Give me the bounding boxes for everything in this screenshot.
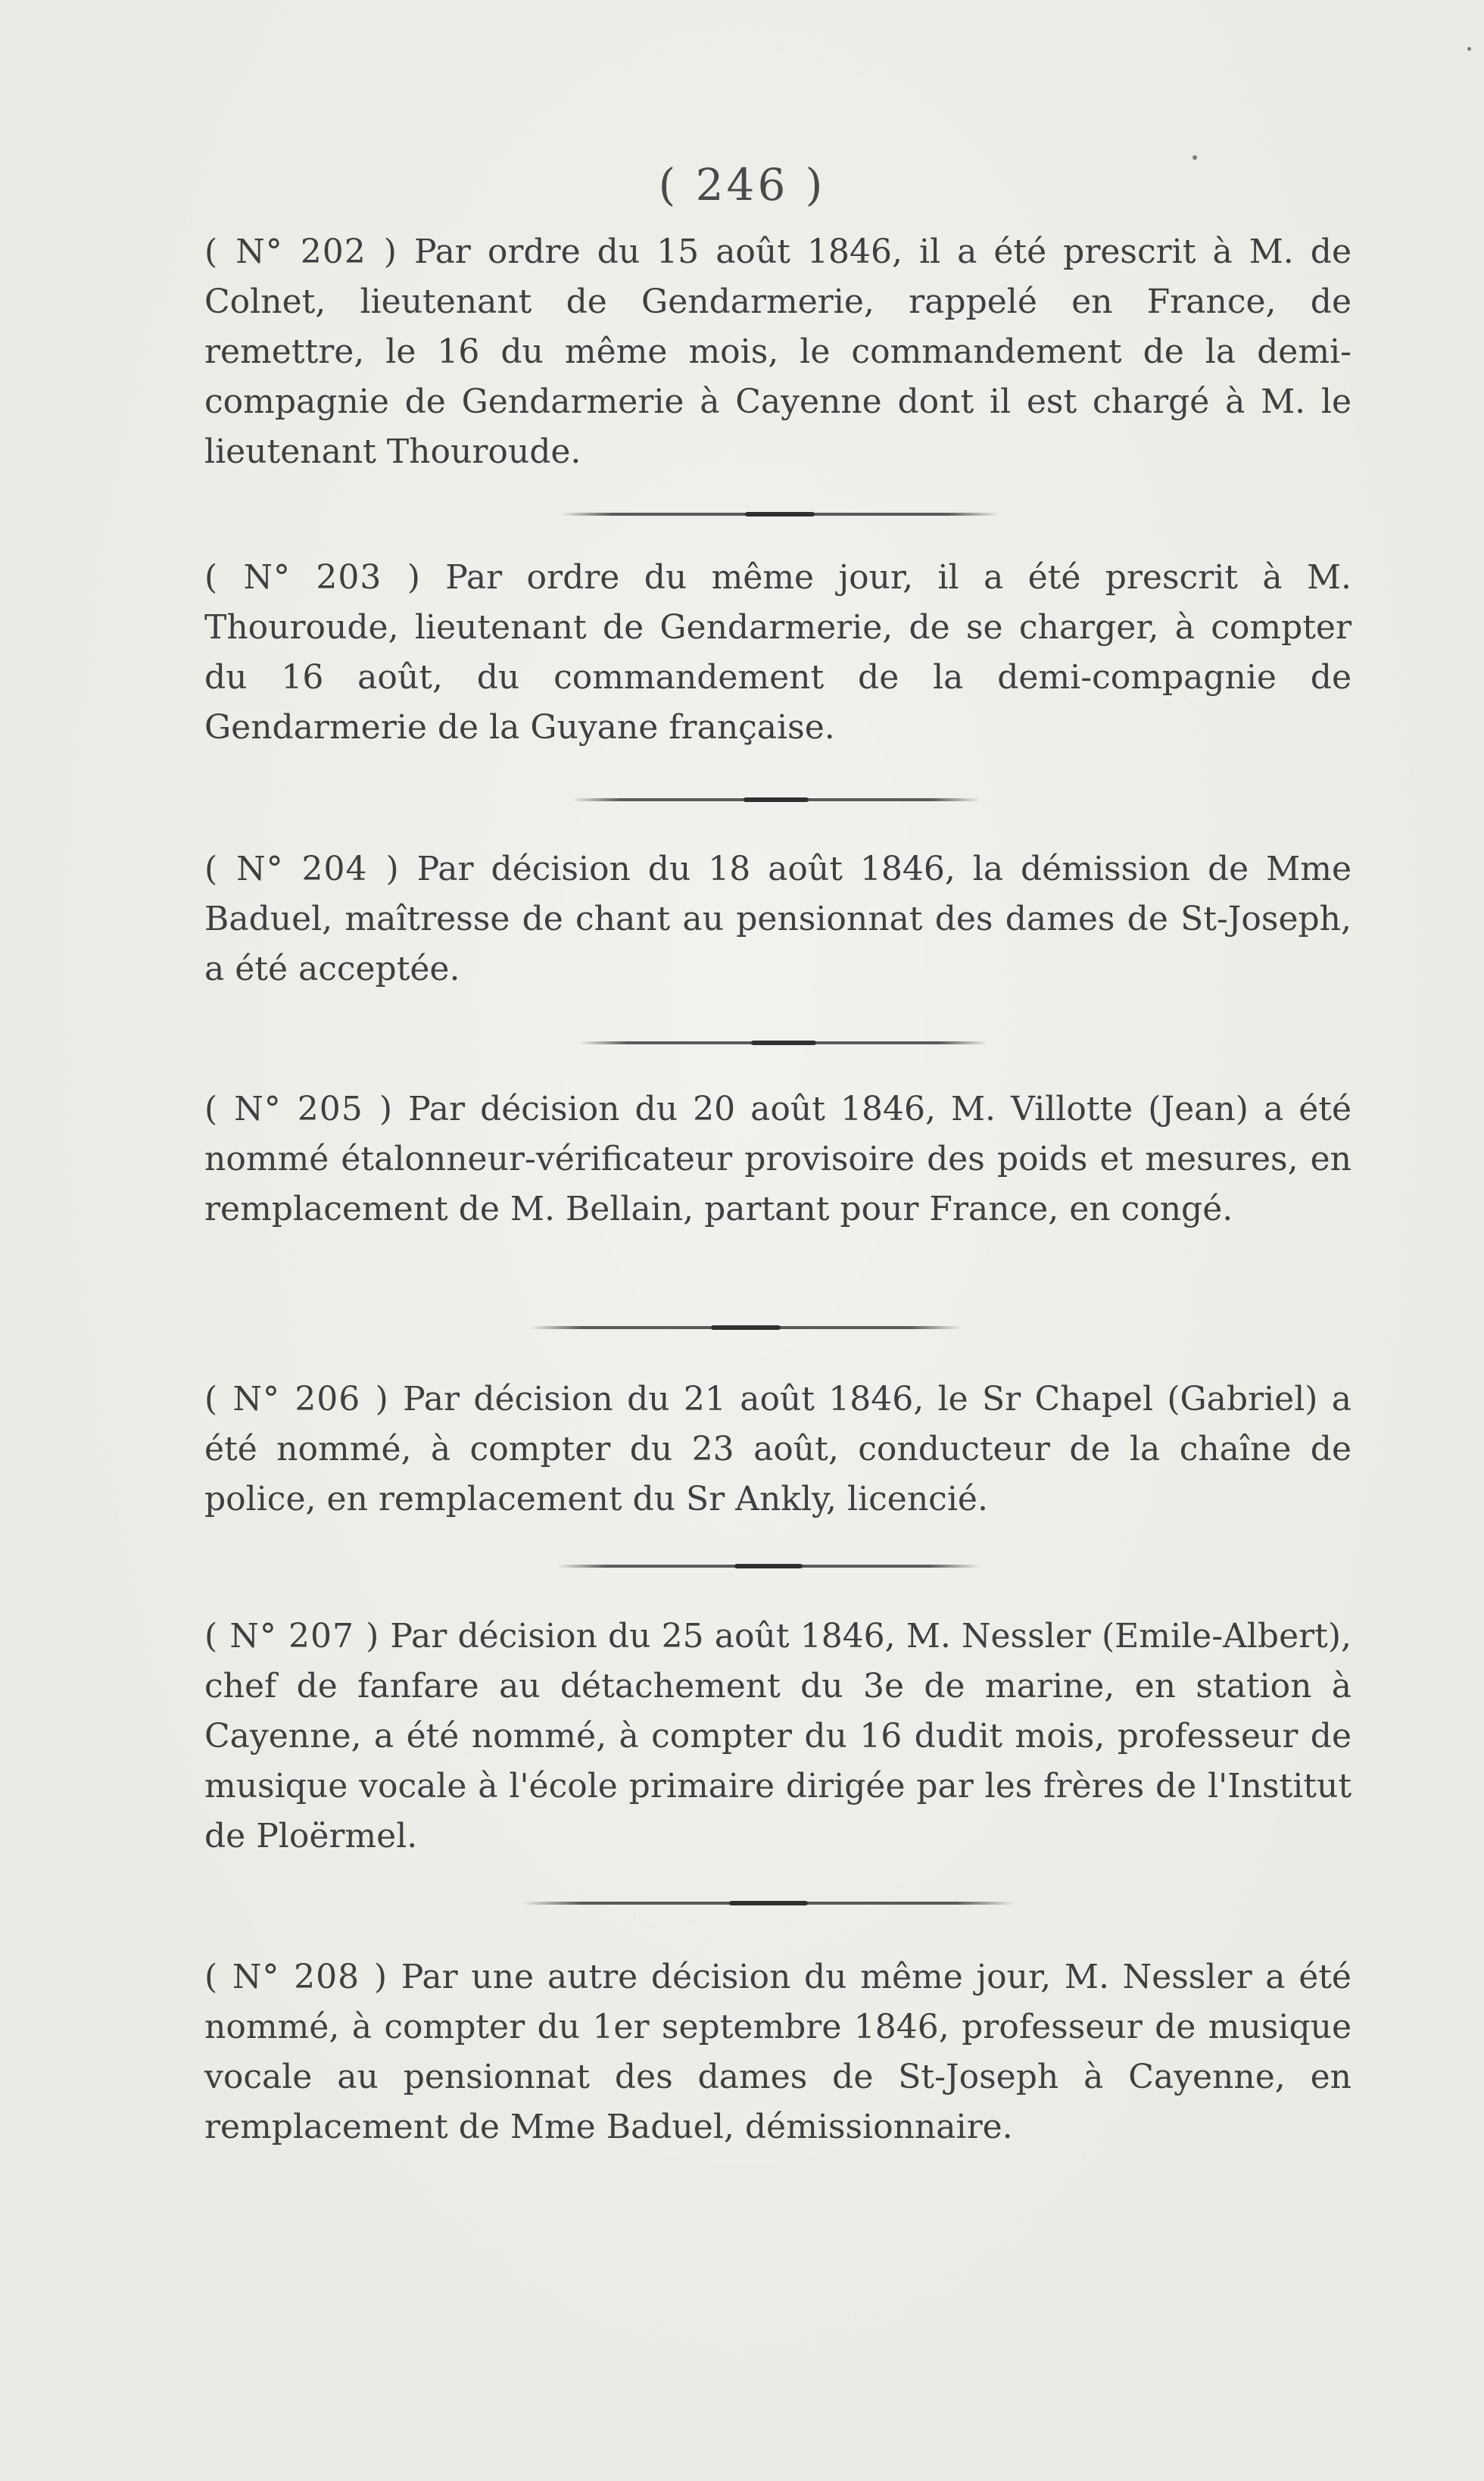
entry-number: ( N° 207 ) <box>204 1617 380 1656</box>
entry-number: ( N° 204 ) <box>204 850 400 888</box>
entry-number: ( N° 203 ) <box>204 558 421 597</box>
entry-text: Par décision du 20 août 1846, M. Villotte (Jean) a été nommé étalonneur-vérificateur provisoire des poids et mesures, en remplacement de M. Bellain, partant pour France, en congé. <box>204 1090 1352 1228</box>
section-divider <box>560 513 999 516</box>
entry-203 <box>204 553 1352 753</box>
entry-206 <box>204 1375 1352 1524</box>
entry-text: Par ordre du 15 août 1846, il a été prescrit à M. de Colnet, lieutenant de Gendarmerie, rappelé en France, de remettre, le 16 du même mois, le commandement de la demi-compagnie de Gendarmerie à Cayenne dont il est chargé à M. le lieutenant Thouroude. <box>204 232 1352 471</box>
entry-text: Par ordre du même jour, il a été prescrit à M. Thouroude, lieutenant de Gendarmerie, de se charger, à compter du 16 août, du commandement de la demi-compagnie de Gendarmerie de la Guyane française. <box>204 558 1352 747</box>
section-divider <box>556 1565 980 1568</box>
entry-text: Par décision du 21 août 1846, le Sr Chapel (Gabriel) a été nommé, à compter du 23 août, conducteur de la chaîne de police, en remplacement du Sr Ankly, licencié. <box>204 1380 1352 1518</box>
entry-text: Par décision du 25 août 1846, M. Nessler (Emile-Albert), chef de fanfare au détachement du 3e de marine, en station à Cayenne, a été nommé, à compter du 16 dudit mois, professeur de musique vocale à l'école primaire dirigée par les frères de l'Institut de Ploërmel. <box>204 1617 1352 1855</box>
entry-number: ( N° 206 ) <box>204 1380 389 1418</box>
entry-202 <box>204 227 1352 477</box>
entry-number: ( N° 205 ) <box>204 1090 394 1128</box>
entry-208 <box>204 1952 1352 2152</box>
entry-number: ( N° 202 ) <box>204 232 398 271</box>
entry-207 <box>204 1612 1352 1862</box>
entry-text: Par une autre décision du même jour, M. Nessler a été nommé, à compter du 1er septembre 1846, professeur de musique vocale au pensionnat des dames de St-Joseph à Cayenne, en remplacement de Mme Baduel, démissionnaire. <box>204 1958 1352 2146</box>
entry-205 <box>204 1084 1352 1234</box>
section-divider <box>579 1041 988 1044</box>
page-number: ( 246 ) <box>658 159 826 211</box>
section-divider <box>530 1326 962 1329</box>
section-divider <box>522 1902 1015 1905</box>
paper-speck <box>1192 155 1197 160</box>
entry-number: ( N° 208 ) <box>204 1958 388 1996</box>
section-divider <box>572 798 980 801</box>
entry-204 <box>204 844 1352 994</box>
paper-speck <box>1467 47 1471 51</box>
entry-text: Par décision du 18 août 1846, la démission de Mme Baduel, maîtresse de chant au pensionnat des dames de St-Joseph, a été acceptée. <box>204 850 1352 988</box>
